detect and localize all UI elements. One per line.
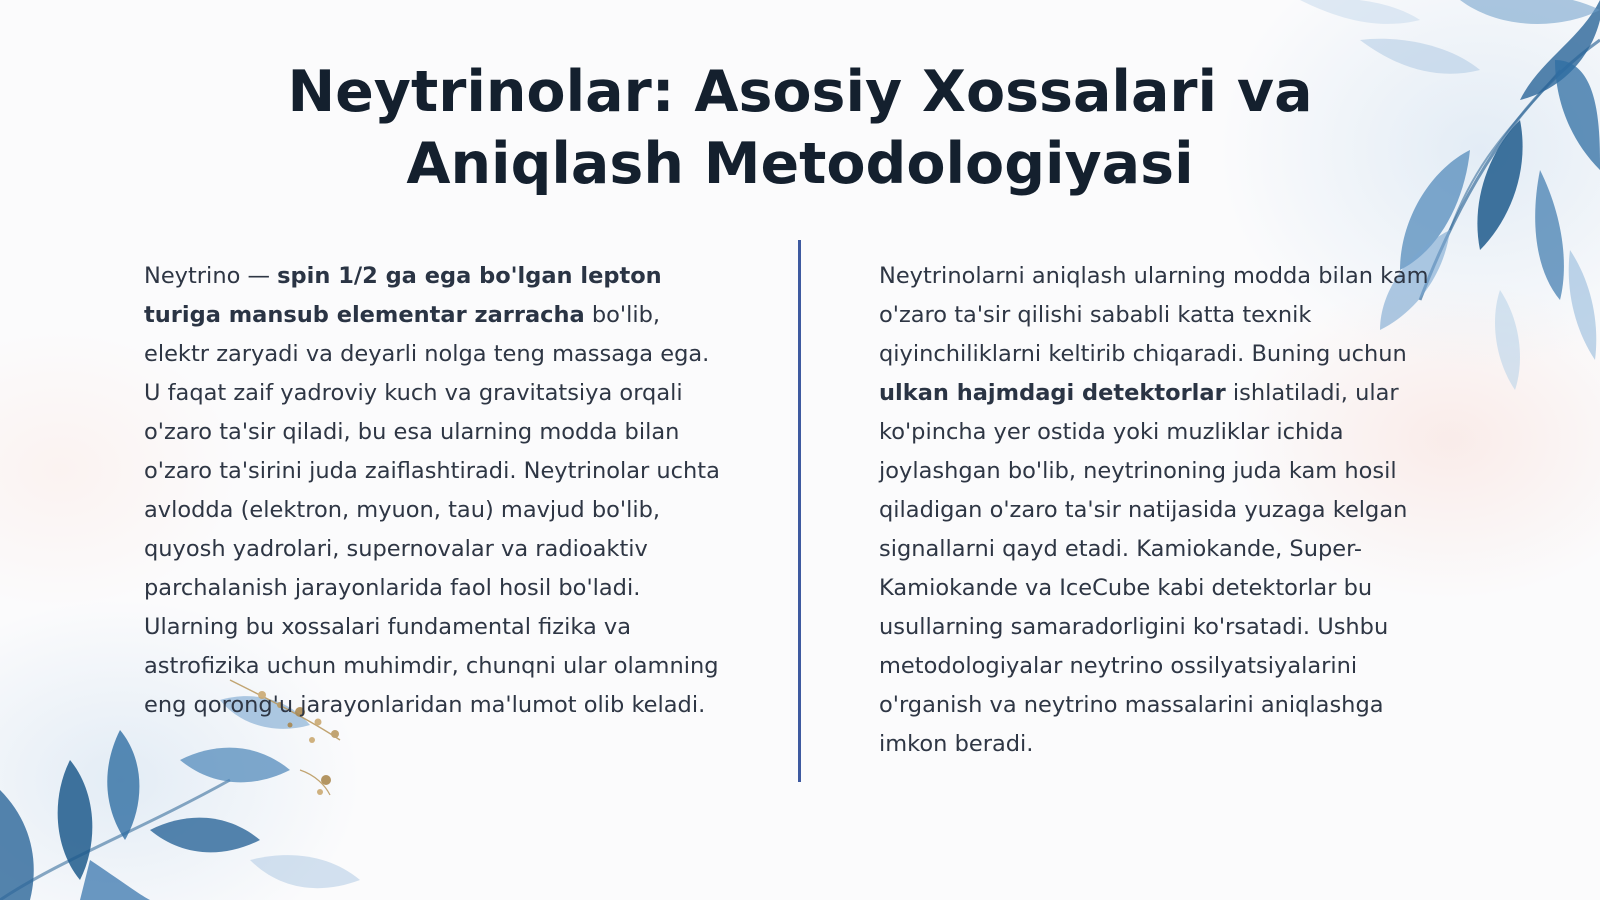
right-text-body: ishlatiladi, ular ko'pincha yer ostida yoki muzliklar ichida joylashgan bo'lib, neytrinoning juda kam hosil qiladigan o'zaro ta'sir natijasida yuzaga kelgan signallarni qayd etadi. Kamiokande, Super-Kamiokande va IceCube kabi detektorlar bu usullarning samaradorligini ko'rsatadi. Ushbu metodologiyalar neytrino ossilyatsiyalarini o'rganish va neytrino massalarini aniqlashga imkon beradi. <box>879 380 1408 757</box>
left-text-highlight: spin 1/2 ga ega bo'lgan lepton turiga mansub elementar zarracha <box>144 263 662 328</box>
left-text-column <box>144 257 724 725</box>
right-text-intro: Neytrinolarni aniqlash ularning modda bilan kam o'zaro ta'sir qilishi sababli katta texnik qiyinchiliklarni keltirib chiqaradi. Buning uchun <box>879 263 1429 367</box>
slide-title: Neytrinolar: Asosiy Xossalari va Aniqlash Metodologiyasi <box>287 59 1313 197</box>
right-text-column <box>879 257 1449 764</box>
right-text-highlight: ulkan hajmdagi detektorlar <box>879 380 1226 406</box>
column-divider <box>798 240 801 782</box>
left-text-intro: Neytrino — <box>144 263 278 289</box>
left-text-body: bo'lib, elektr zaryadi va deyarli nolga teng massaga ega. U faqat zaif yadroviy kuch va gravitatsiya orqali o'zaro ta'sir qiladi, bu esa ularning modda bilan o'zaro ta'sirini juda zaiflashtiradi. Neytrinolar uchta avlodda (elektron, myuon, tau) mavjud bo'lib, quyosh yadrolari, supernovalar va radioaktiv parchalanish jarayonlarida faol hosil bo'ladi. Ularning bu xossalari fundamental fizika va astrofizika uchun muhimdir, chunqni ular olamning eng qorong'u jarayonlaridan ma'lumot olib keladi. <box>144 302 720 718</box>
